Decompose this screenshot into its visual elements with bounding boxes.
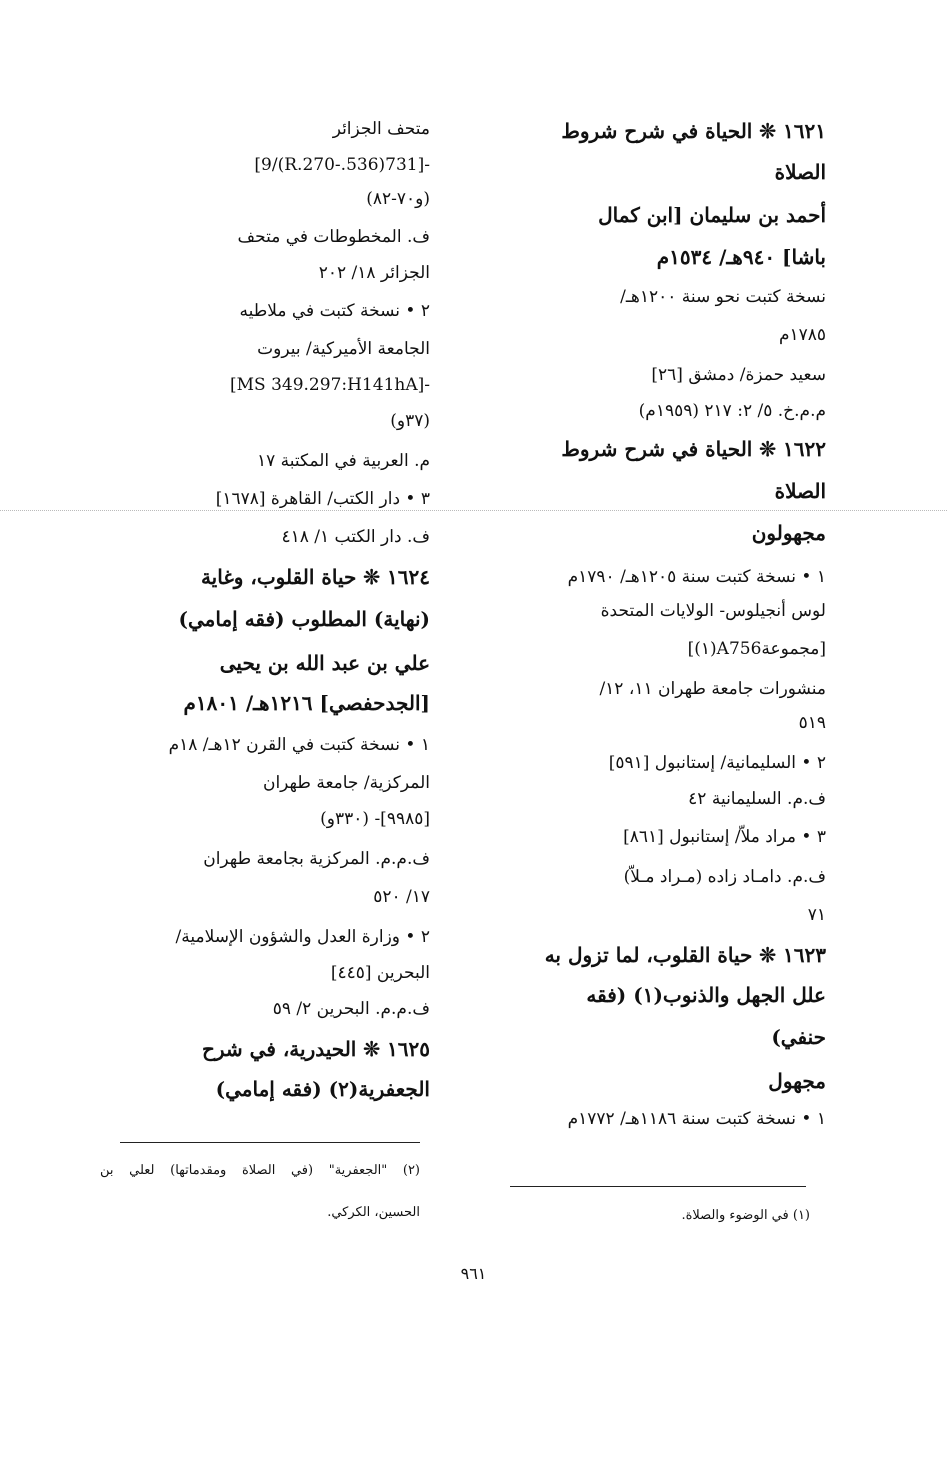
scan-artifact-line [0, 510, 947, 512]
entry-text-line: ١٧/ ٥٢٠ [373, 887, 430, 907]
entry-heading-line: الصلاة [774, 160, 826, 184]
entry-text-line: ٢ • نسخة كتبت في ملاطيه [239, 301, 430, 321]
entry-text-line: ٥١٩ [798, 713, 826, 733]
entry-text-line: الجامعة الأميركية/ بيروت [257, 339, 430, 359]
entry-text-line: ف.م.م. المركزية بجامعة طهران [203, 849, 430, 869]
entry-text-line: (٣٧و) [390, 411, 430, 431]
entry-text-line: م. العربية في المكتبة ١٧ [256, 451, 430, 471]
entry-text-line: الجزائر ١٨/ ٢٠٢ [318, 263, 430, 283]
entry-text-line: ١٧٨٥م [778, 325, 826, 345]
entry-text-line: ف.م. دامـاد زاده (مـراد مـلاّ) [623, 867, 826, 887]
entry-heading-line: باشا] ٩٤٠هـ/ ١٥٣٤م [656, 245, 826, 269]
entry-text-line: ف. دار الكتب ١/ ٤١٨ [281, 527, 430, 547]
entry-text-line: -[MS 349.297:H141hA] [229, 375, 430, 395]
entry-text-line: ١ • نسخة كتبت في القرن ١٢هـ/ ١٨م [168, 735, 430, 755]
entry-text-line: ٣ • دار الكتب/ القاهرة [١٦٧٨] [215, 489, 430, 509]
footnote-separator-right [510, 1186, 806, 1187]
entry-text-line: (و٧٠-٨٢) [366, 189, 430, 209]
entry-text-line: منشورات جامعة طهران ١١، ١٢/ [599, 679, 826, 699]
entry-heading-line: الجعفرية(٢) (فقه إمامي) [215, 1077, 430, 1101]
entry-text-line: ف. المخطوطات في متحف [237, 227, 430, 247]
entry-text-line: ١ • نسخة كتبت سنة ١٢٠٥هـ/ ١٧٩٠م [567, 567, 826, 587]
entry-heading-line: (نهاية) المطلوب (فقه إمامي) [178, 607, 430, 631]
entry-text-line: متحف الجزائر [332, 119, 430, 139]
footnote-separator-left [120, 1142, 420, 1143]
entry-text-line: [مجموعةA756(١)] [687, 639, 826, 659]
footnote-text: الحسين، الكركي. [327, 1205, 420, 1220]
entry-text-line: سعيد حمزة/ دمشق [٢٦] [651, 365, 826, 385]
entry-heading-line: الصلاة [774, 479, 826, 503]
entry-text-line: [٩٩٨٥]- (٣٣٠و) [320, 809, 430, 829]
entry-text-line: المركزية/ جامعة طهران [262, 773, 430, 793]
entry-heading-line: ١٦٢٤ ❊ حياة القلوب، وغاية [200, 565, 430, 589]
entry-heading-line: ١٦٢٥ ❊ الحيدرية، في شرح [201, 1037, 430, 1061]
entry-text-line: ٢ • وزارة العدل والشؤون الإسلامية/ [175, 927, 430, 947]
entry-heading-line: ١٦٢١ ❊ الحياة في شرح شروط [561, 119, 826, 143]
entry-text-line: لوس أنجيلوس- الولايات المتحدة [600, 601, 826, 621]
entry-heading-line: علل الجهل والذنوب(١) (فقه [586, 983, 826, 1007]
entry-text-line: ٣ • مراد ملاّ/ إستانبول [٨٦١] [623, 827, 826, 847]
entry-heading-line: مجهولون [751, 521, 826, 545]
entry-text-line: ٧١ [807, 905, 826, 925]
entry-text-line: ٢ • السليمانية/ إستانبول [٥٩١] [608, 753, 826, 773]
entry-heading-line: علي بن عبد الله بن يحيى [219, 651, 430, 675]
entry-heading-line: مجهول [768, 1069, 826, 1093]
entry-heading-line: [الجدحفصي] ١٢١٦هـ/ ١٨٠١م [183, 691, 430, 715]
entry-heading-line: أحمد بن سليمان [ابن كمال [598, 203, 826, 227]
entry-text-line: البحرين [٤٤٥] [330, 963, 430, 983]
entry-text-line: م.م.خ. ٥/ ٢: ٢١٧ (١٩٥٩م) [638, 401, 826, 421]
page-number: ٩٦١ [460, 1264, 487, 1283]
entry-text-line: نسخة كتبت نحو سنة ١٢٠٠هـ/ [620, 287, 826, 307]
footnote-text: (١) في الوضوء والصلاة. [681, 1208, 810, 1223]
entry-heading-line: ١٦٢٢ ❊ الحياة في شرح شروط [561, 437, 826, 461]
entry-text-line: ف.م. السليمانية ٤٢ [688, 789, 826, 809]
entry-text-line: ف.م.م. البحرين ٢/ ٥٩ [272, 999, 430, 1019]
footnote-text: (٢) "الجعفرية" (في الصلاة ومقدماتها) لعلي بن [100, 1163, 420, 1178]
entry-text-line: -[731(536.-R.270)/9] [254, 155, 430, 175]
entry-text-line: ١ • نسخة كتبت سنة ١١٨٦هـ/ ١٧٧٢م [567, 1109, 826, 1129]
entry-heading-line: حنفي) [771, 1025, 826, 1049]
entry-heading-line: ١٦٢٣ ❊ حياة القلوب، لما تزول به [544, 943, 826, 967]
